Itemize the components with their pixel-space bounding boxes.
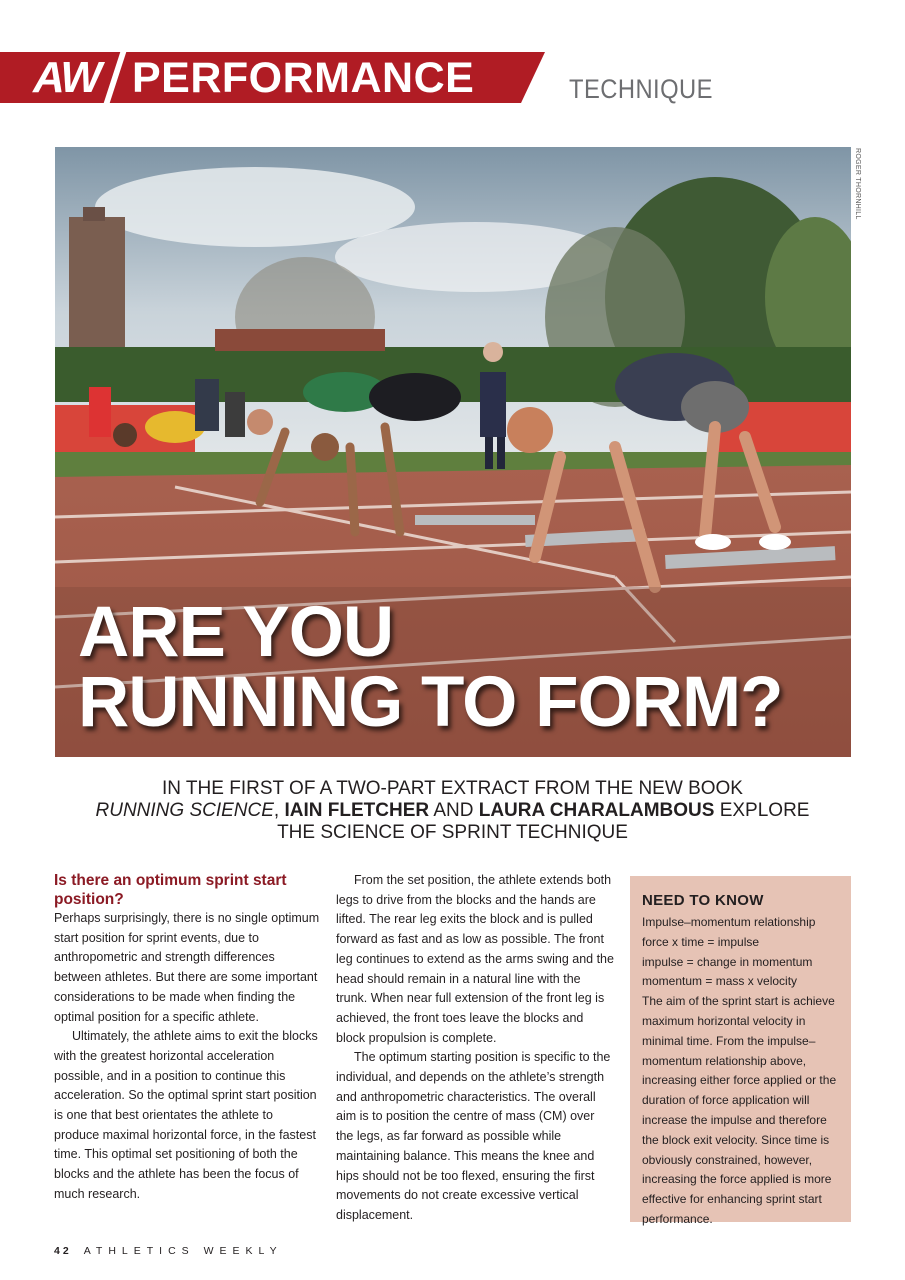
- article-paragraph-2: Ultimately, the athlete aims to exit the blocks with the greatest horizontal acceleration possible, and in a position to continue this acceleration. So the optimal sprint start position is one that best orientates the athlete to produce maximal horizontal force, in the fastest time. This optimal set positioning of both the blocks and the athlete has been the focus of much research.: [54, 1029, 318, 1201]
- author-2: LAURA CHARALAMBOUS: [478, 800, 715, 821]
- standfirst-and: AND: [429, 800, 479, 821]
- brand-logo-aw: AW: [33, 53, 100, 102]
- book-title: RUNNING SCIENCE: [95, 800, 274, 821]
- need-to-know-title: NEED TO KNOW: [642, 892, 764, 909]
- article-headline: [78, 593, 858, 742]
- formula-line-2: force x time = impulse: [642, 934, 760, 949]
- page-number: 42: [54, 1245, 72, 1257]
- author-1: IAIN FLETCHER: [284, 800, 430, 821]
- standfirst-line-3: THE SCIENCE OF SPRINT TECHNIQUE: [277, 822, 628, 843]
- article-paragraph-4: The optimum starting position is specific to the individual, and depends on the athlete’s strength and anthropometric characteristics. The overall aim is to position the centre of mass (CM) over the legs, as far forward as possible while maintaining balance. This means the knee and hips should not be too flexed, ensuring the first movements do not create excessive vertical displacement.: [336, 1050, 611, 1222]
- need-to-know-body: The aim of the sprint start is achieve maximum horizontal velocity in minimal time. From the impulse–momentum relationship above, increasing either force applied or the duration of force application will increase the impulse and therefore the block exit velocity. Since time is obviously constrained, however, increasing the force applied is more effective for enhancing sprint start performance.: [642, 994, 837, 1226]
- article-paragraph-3: From the set position, the athlete extends both legs to drive from the blocks and the hands are lifted. The rear leg exits the block and is pulled forward as fast and as low as possible. The front leg continues to extend as the arms swing and the head should remain in a natural line with the trunk. When near full extension of the front leg is achieved, the front toes leave the blocks and block propulsion is complete.: [336, 873, 614, 1045]
- article-subheading: Is there an optimum sprint start position?: [54, 872, 287, 908]
- standfirst-separator: ,: [273, 800, 285, 821]
- standfirst: [40, 778, 865, 844]
- magazine-name: ATHLETICS WEEKLY: [83, 1245, 283, 1257]
- standfirst-line-2: [40, 800, 865, 822]
- article-paragraph-1: Perhaps surprisingly, there is no single optimum start position for sprint events, due to anthropometric and strength differences between athletes. But there are some important considerations to be made when finding the optimal position for a specific athlete.: [54, 911, 320, 1024]
- formula-line-3: impulse = change in momentum: [642, 954, 813, 969]
- need-to-know-box: [630, 876, 851, 1226]
- formula-line-4: momentum = mass x velocity: [642, 974, 798, 989]
- headline-line-2: RUNNING TO FORM?: [78, 663, 783, 742]
- section-label: TECHNIQUE: [569, 74, 713, 104]
- page-footer: [54, 1245, 283, 1257]
- article-column-2: [336, 871, 614, 1226]
- headline-line-1: ARE YOU: [78, 593, 394, 672]
- standfirst-explore: EXPLORE: [714, 800, 810, 821]
- formula-line-1: Impulse–momentum relationship: [642, 915, 816, 929]
- article-column-1: [54, 871, 320, 1205]
- standfirst-line-1: IN THE FIRST OF A TWO-PART EXTRACT FROM THE NEW BOOK: [162, 778, 743, 799]
- photo-credit: ROGER THORNHILL: [854, 148, 861, 220]
- brand-section-performance: PERFORMANCE: [132, 54, 475, 102]
